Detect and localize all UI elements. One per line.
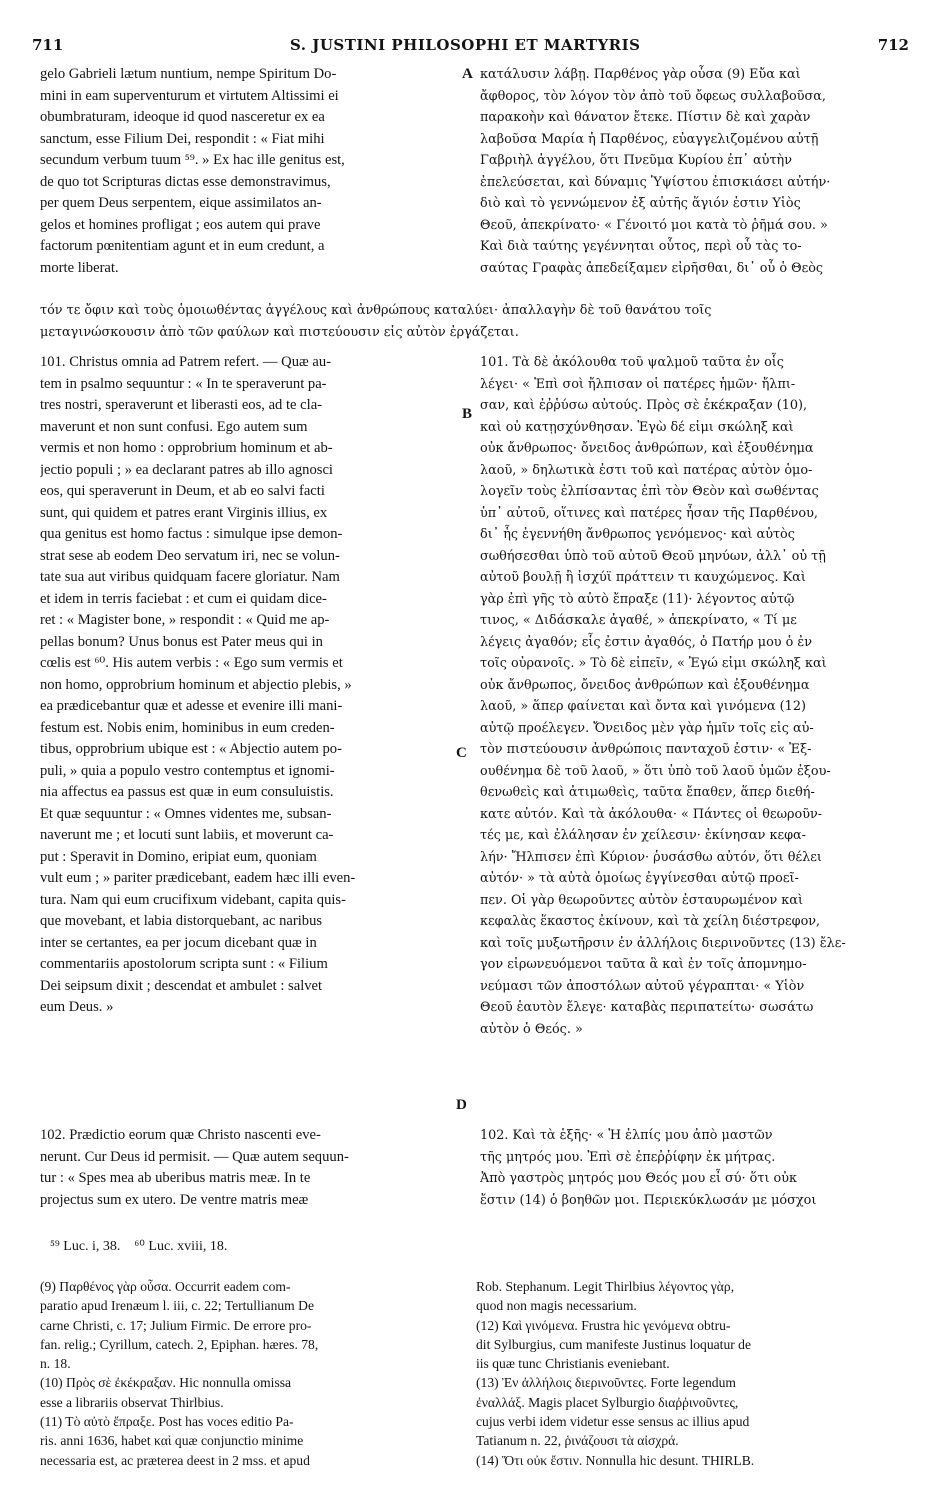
greek-top-line: σαύτας Γραφὰς ἀπεδείξαμεν εἰρῆσθαι, δι᾽ οὗ ὁ Θεὸς (480, 260, 824, 276)
greek-main-line: οὐκ ἄνθρωπος, ὄνειδος ἀνθρώπων καὶ ἐξουθένημα (480, 677, 810, 693)
notes-right-line: (12) Καὶ γινόμενα. Frustra hic γενόμενα obtru- (476, 1317, 731, 1333)
latin-main-line: nia affectus ea passus est quæ in eum consuluistis. (40, 784, 334, 800)
greek-main-line: γον εἰρωνευόμενοι ταῦτα ἃ καὶ ἐν τοῖς ἀπομνημο- (480, 957, 807, 972)
greek-top-line: λαβοῦσα Μαρία ἡ Παρθένος, εὐαγγελιζομένου αὐτῇ (480, 131, 819, 147)
greek-full-line: τόν τε ὄφιν καὶ τοὺς ὁμοιωθέντας ἀγγέλους καὶ ἀνθρώπους καταλύει· ἀπαλλαγὴν δὲ τοῦ θανάτου τοῖς (40, 303, 712, 318)
latin-main-line: inter se certantes, ea per jocum dicebant quæ in (40, 934, 317, 951)
latin-main-line: vermis et non homo : opprobrium hominum et ab- (40, 440, 333, 456)
latin-main-line: ret : « Magister bone, » respondit : « Quid me ap- (40, 612, 330, 628)
latin-top-line: morte liberat. (40, 259, 119, 276)
greek-top-line: παρακοὴν καὶ θάνατον ἔτεκε. Πίστιν δὲ καὶ χαρὰν (480, 110, 811, 125)
greek-main-line: γὰρ ἐπὶ γῆς τὸ αὐτὸ ἔπραξε (11)· λέγοντος αὐτῷ (480, 591, 795, 607)
greek-main-line: πεν. Οἱ γὰρ θεωροῦντες αὐτὸν ἐσταυρωμένον καὶ (480, 892, 803, 908)
margin-letter-c: C (456, 745, 467, 761)
notes-right-line: ἐναλλάξ. Magis placet Sylburgio διαῤῥινοῦντες, (476, 1394, 739, 1410)
greek-full-line: μεταγινώσκουσιν ἀπὸ τῶν φαύλων καὶ πιστεύουσιν εἰς αὐτὸν ἐργάζεται. (40, 324, 519, 340)
latin-section-101 (40, 352, 458, 1019)
latin-top-line: gelo Gabrieli lætum nuntium, nempe Spiritum Do- (40, 66, 337, 82)
greek-main-line: οὐκ ἄνθρωπος· ὄνειδος ἀνθρώπων, καὶ ἐξουθένημα (480, 441, 814, 456)
latin-main-line: tem in psalmo sequuntur : « In te speraverunt pa- (40, 375, 327, 392)
notes-left-line: necessaria est, ac præterea deest in 2 mss. et apud (40, 1452, 310, 1468)
greek-main-line: κατε αὐτόν. Καὶ τὰ ἀκόλουθα· « Πάντες οἱ θεωροῦν- (480, 806, 823, 822)
latin-section-102 (40, 1125, 458, 1211)
greek-main-line: Θεοῦ ἑαυτὸν ἔλεγε· καταβὰς περιπατείτω· σωσάτω (480, 1000, 814, 1015)
greek-top-line: Καὶ διὰ ταύτης γεγέννηται οὗτος, περὶ οὗ τὰς το- (480, 239, 802, 254)
notes-left-line: carne Christi, c. 17; Julium Firmic. De errore pro- (40, 1317, 312, 1333)
critical-notes-right (476, 1277, 900, 1470)
latin-main-line: ea prædicebantur quæ et adesse et evenire illi mani- (40, 698, 343, 714)
notes-left-line: n. 18. (40, 1356, 71, 1372)
greek-main-line: λήν· Ἤλπισεν ἐπὶ Κύριον· ῥυσάσθω αὐτόν, ὅτι θέλει (480, 849, 822, 865)
greek-top-line: Θεοῦ, ἀπεκρίνατο· « Γένοιτό μοι κατὰ τὸ ῥῆμά σου. » (480, 217, 828, 233)
greek-top-line: ἄφθορος, τὸν λόγον τὸν ἀπὸ τοῦ ὄφεως συλλαβοῦσα, (480, 88, 826, 104)
latin-top-line: factorum pœnitentiam agunt et in eum credunt, a (40, 238, 325, 254)
right-page-number: 712 (877, 36, 909, 54)
greek-main-line: λέγει· « Ἐπὶ σοὶ ἤλπισαν οἱ πατέρες ἡμῶν· ἤλπι- (480, 376, 796, 392)
latin-main-line: maverunt et non sunt confusi. Ego autem sum (40, 418, 308, 435)
greek-main-line: τὸν πιστεύουσιν ἀνθρώποις πανταχοῦ ἐστιν· « Ἐξ- (480, 742, 812, 757)
latin-main-line: commentariis apostolorum scripta sunt : « Filium (40, 956, 328, 972)
greek-main-line: λαοῦ, » ἅπερ φαίνεται καὶ ὄντα καὶ γινόμενα (12) (480, 699, 806, 714)
latin-top-line: gelos et homines profligat ; eos autem qui prave (40, 216, 321, 233)
latin-top-line: mini in eam superventurum et virtutem Altissimi ei (40, 87, 339, 104)
greek-main-line: καὶ τοῖς μυξωτῆρσιν ἐν ἀλλήλοις διερινοῦντες (13) ἔλε- (480, 935, 846, 951)
notes-left-line: fan. relig.; Cyrillum, catech. 2, Epiphan. hæres. 78, (40, 1336, 319, 1352)
margin-letter-a: A (462, 66, 473, 82)
margin-letter-b: B (462, 406, 473, 422)
notes-right-line: cujus verbi idem videtur esse sensus ac illius apud (476, 1414, 750, 1430)
latin-top-line: secundum verbum tuum ⁵⁹. » Ex hac ille genitus est, (40, 152, 345, 168)
greek-main-line: αὐτὸν ὁ Θεός. » (480, 1021, 583, 1037)
greek-section-102 (480, 1125, 900, 1211)
greek-main-line: τοῖς οὐρανοῖς. » Τὸ δὲ εἰπεῖν, « Ἐγώ εἰμι σκώληξ καὶ (480, 656, 827, 671)
left-page-number: 711 (32, 36, 64, 54)
greek-full-width-lines (40, 300, 900, 343)
latin-main-line: festum est. Nobis enim, hominibus in eum creden- (40, 719, 335, 736)
latin-main-line: eum Deus. » (40, 999, 114, 1015)
notes-right-line: Tatianum n. 22, ῥινάζουσι τὰ αἰσχρά. (476, 1433, 679, 1449)
greek-main-line: 101. Τὰ δὲ ἀκόλουθα τοῦ ψαλμοῦ ταῦτα ἐν οἷς (480, 355, 784, 370)
latin-main-line: tura. Nam qui eum crucifixum videbant, capita quis- (40, 891, 346, 908)
greek-main-line: ουθένημα δὲ τοῦ λαοῦ, » ὅτι ὑπὸ τοῦ λαοῦ ὑμῶν ἐξου- (480, 763, 831, 779)
greek-102-line: ἔστιν (14) ὁ βοηθῶν μοι. Περιεκύκλωσάν με μόσχοι (480, 1192, 817, 1208)
notes-left-line: (11) Τὸ αὐτὸ ἔπραξε. Post has voces editio Pa- (40, 1414, 294, 1430)
greek-102-line: Ἀπὸ γαστρὸς μητρός μου Θεός μου εἶ σύ· ὅτι οὐκ (480, 1171, 798, 1186)
latin-top-line: sanctum, esse Filium Dei, respondit : « Fiat mihi (40, 130, 325, 147)
latin-main-line: tibus, opprobrium ubique est : « Abjectio autem po- (40, 741, 342, 757)
greek-main-line: νεύμασι τῶν ἀποστόλων αὐτοῦ γέγραπται· « Υἱὸν (480, 978, 805, 994)
greek-main-line: σαν, καὶ ἐῤῥύσω αὐτούς. Πρὸς σὲ ἐκέκραξαν (10), (480, 398, 808, 413)
greek-top-line: κατάλυσιν λάβῃ. Παρθένος γὰρ οὖσα (9) Εὔα καὶ (480, 67, 801, 82)
greek-section-101 (480, 352, 900, 1040)
greek-main-line: λέγεις ἀγαθόν; εἷς ἐστιν ἀγαθός, ὁ Πατήρ μου ὁ ἐν (480, 634, 813, 650)
greek-main-line: τές με, καὶ ἐλάλησαν ἐν χείλεσιν· ἐκίνησαν κεφα- (480, 828, 807, 843)
latin-102-line: projectus sum ex utero. De ventre matris meæ (40, 1191, 309, 1208)
notes-left-line: ris. anni 1636, habet καὶ quæ conjunctio minime (40, 1433, 304, 1449)
greek-main-line: αὐτόν· » τὰ αὐτὰ ὁμοίως ἐγγίνεσθαι αὐτῷ προεῖ- (480, 871, 799, 886)
notes-left-line: esse a librariis observat Thirlbius. (40, 1394, 224, 1410)
latin-main-line: puli, » quia a populo vestro contemptus et ignomi- (40, 762, 335, 779)
greek-main-line: καὶ οὐ κατῃσχύνθησαν. Ἐγὼ δέ εἰμι σκώληξ καὶ (480, 419, 794, 435)
latin-102-line: tur : « Spes mea ab uberibus matris meæ. In te (40, 1170, 311, 1186)
latin-main-line: non homo, opprobrium hominum et abjectio plebis, » (40, 676, 352, 693)
latin-main-line: qua genitus est homo factus : simulque ipse demon- (40, 526, 343, 542)
latin-main-line: cœlis est ⁶⁰. His autem verbis : « Ego sum vermis et (40, 655, 343, 671)
greek-main-line: δι᾽ ἧς ἐγεννήθη ἄνθρωπος γενόμενος· καὶ αὐτὸς (480, 527, 795, 542)
notes-right-line: dit Sylburgius, cum manifeste Justinus loquatur de (476, 1336, 752, 1352)
greek-top-line: Γαβριὴλ ἀγγέλου, ὅτι Πνεῦμα Κυρίου ἐπ᾽ αὐτὴν (480, 153, 792, 168)
latin-102-line: nerunt. Cur Deus id permisit. — Quæ autem sequun- (40, 1148, 349, 1165)
latin-main-line: Et quæ sequuntur : « Omnes videntes me, subsan- (40, 805, 332, 822)
latin-top-line: obumbraturam, ideoque id quod nasceretur ex ea (40, 109, 325, 125)
notes-right-line: quod non magis necessarium. (476, 1298, 637, 1314)
greek-top-column (480, 64, 900, 279)
latin-top-column (40, 64, 458, 279)
latin-main-line: 101. Christus omnia ad Patrem refert. — Quæ au- (40, 354, 332, 370)
latin-main-line: put : Speravit in Domino, eripiat eum, quoniam (40, 848, 317, 865)
latin-main-line: pellas bonum? Unus bonus est Pater meus qui in (40, 633, 323, 650)
notes-left-line: (10) Πρὸς σὲ ἐκέκραξαν. Hic nonnulla omissa (40, 1375, 292, 1391)
notes-left-line: (9) Παρθένος γὰρ οὖσα. Occurrit eadem com- (40, 1279, 291, 1294)
latin-main-line: naverunt me ; et locuti sunt labiis, et moverunt ca- (40, 827, 334, 843)
scripture-references: ⁵⁹ Luc. i, 38. ⁶⁰ Luc. xviii, 18. (50, 1239, 228, 1254)
latin-main-line: et idem in terris faciebat : et cum ei quidam dice- (40, 590, 327, 607)
greek-main-line: κεφαλὰς ἕκαστος ἐκίνουν, καὶ τὰ χείλη διέστρεφον, (480, 914, 821, 929)
notes-right-line: iis quæ tunc Christianis eveniebant. (476, 1356, 670, 1372)
latin-main-line: que movebant, et labia distorquebant, ac naribus (40, 913, 323, 929)
latin-102-line: 102. Prædictio eorum quæ Christo nascenti eve- (40, 1127, 321, 1143)
latin-main-line: vult eum ; » pariter prædicebant, eadem hæc illi even- (40, 870, 356, 886)
greek-main-line: αὐτῷ προέλεγεν. Ὄνειδος μὲν γὰρ ἡμῖν τοῖς εἰς αὐ- (480, 720, 814, 736)
latin-top-line: de quo tot Scripturas dictas esse demonstravimus, (40, 173, 331, 190)
greek-main-line: θενωθεὶς καὶ ἀτιμωθεὶς, ταῦτα ἔπαθεν, ἅπερ διεθή- (480, 785, 815, 800)
latin-main-line: strat sese ab eodem Deo servatum iri, nec se volun- (40, 547, 340, 564)
latin-main-line: eos, qui speraverunt in Deum, et ab eo salvi facti (40, 483, 325, 499)
greek-102-line: τῆς μητρός μου. Ἐπὶ σὲ ἐπεῤῥίφην ἐκ μήτρας. (480, 1149, 776, 1165)
greek-102-line: 102. Καὶ τὰ ἑξῆς· « Ἡ ἐλπίς μου ἀπὸ μαστῶν (480, 1128, 773, 1143)
latin-main-line: Dei seipsum dixit ; descendat et ambulet : salvet (40, 977, 323, 994)
greek-main-line: λαοῦ, » δηλωτικὰ ἐστι τοῦ καὶ πατέρας αὐτὸν ὁμο- (480, 462, 813, 478)
notes-right-line: (13) Ἐν ἀλλήλοις διερινοῦντες. Forte legendum (476, 1375, 736, 1391)
latin-main-line: jectio populi ; » ea declarant patres ab illo agnosci (40, 461, 333, 478)
latin-top-line: per quem Deus serpentem, eique assimilatos an- (40, 195, 322, 211)
greek-main-line: αὐτοῦ βουλῇ ἢ ἰσχύϊ πράττειν τι καυχώμενος. Καὶ (480, 570, 806, 585)
greek-main-line: τινος, « Διδάσκαλε ἀγαθέ, » ἀπεκρίνατο, « Τί με (480, 613, 797, 628)
margin-letter-d: D (456, 1097, 467, 1113)
running-title: S. JUSTINI PHILOSOPHI ET MARTYRIS (290, 36, 641, 54)
latin-main-line: sunt, qui quidem et patres erant Virginis illius, ex (40, 504, 328, 521)
notes-right-line: (14) Ὅτι οὐκ ἔστιν. Nonnulla hic desunt. THIRLB. (476, 1452, 755, 1468)
greek-main-line: ὑπ᾽ αὐτοῦ, οἵτινες καὶ πατέρες ἦσαν τῆς Παρθένου, (480, 505, 818, 521)
notes-left-line: paratio apud Irenæum l. iii, c. 22; Tertullianum De (40, 1298, 315, 1314)
latin-main-line: tres nostri, speraverunt et liberasti eos, ad te cla- (40, 397, 323, 413)
greek-top-line: ἐπελεύσεται, καὶ δύναμις Ὑψίστου ἐπισκιάσει αὐτήν· (480, 174, 831, 190)
critical-notes-left (40, 1277, 460, 1470)
latin-main-line: tate sua aut viribus quidquam facere gloriatur. Nam (40, 569, 340, 585)
greek-top-line: διὸ καὶ τὸ γεννώμενον ἐξ αὐτῆς ἅγιόν ἐστιν Υἱὸς (480, 196, 801, 211)
greek-main-line: λογεῖν τοὺς ἐλπίσαντας ἐπὶ τὸν Θεὸν καὶ σωθέντας (480, 484, 819, 499)
greek-main-line: σωθήσεσθαι ὑπὸ τοῦ αὐτοῦ Θεοῦ μηνύων, ἀλλ᾽ οὐ τῇ (480, 548, 826, 564)
notes-right-line: Rob. Stephanum. Legit Thirlbius λέγοντος γὰρ, (476, 1279, 735, 1294)
